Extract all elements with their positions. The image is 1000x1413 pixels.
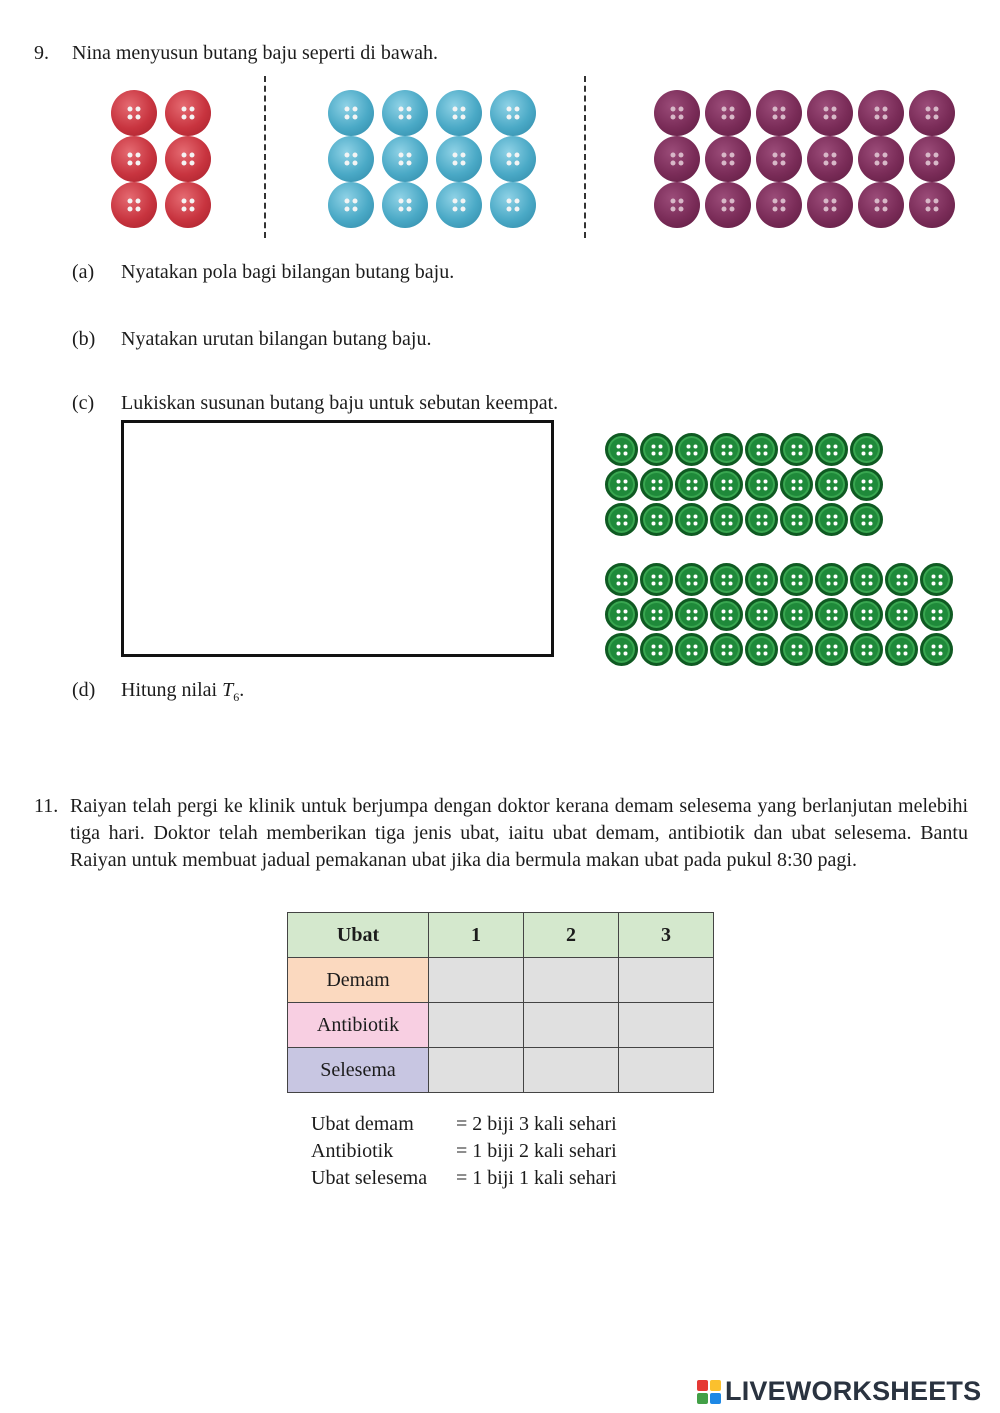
logo-squares-icon — [697, 1380, 721, 1404]
divider-1 — [264, 76, 266, 238]
green-button-icon — [710, 633, 743, 666]
answer-cell[interactable] — [619, 1048, 714, 1093]
answer-cell[interactable] — [619, 958, 714, 1003]
drawing-drop-box[interactable] — [121, 420, 554, 657]
green-button-icon — [605, 433, 638, 466]
header-ubat: Ubat — [288, 913, 429, 958]
green-button-icon — [815, 468, 848, 501]
answer-cell[interactable] — [524, 1048, 619, 1093]
green-button-icon — [885, 563, 918, 596]
green-button-icon — [745, 433, 778, 466]
purple-button-icon — [807, 182, 853, 228]
green-button-icon — [745, 633, 778, 666]
green-button-icon — [745, 503, 778, 536]
green-button-icon — [850, 633, 883, 666]
brand-text: LIVEWORKSHEETS — [725, 1376, 982, 1406]
purple-button-icon — [909, 90, 955, 136]
green-button-icon — [850, 433, 883, 466]
green-button-icon — [640, 598, 673, 631]
green-button-icon — [780, 633, 813, 666]
blue-button-icon — [436, 182, 482, 228]
part-d-var: T — [222, 679, 234, 701]
purple-button-icon — [858, 90, 904, 136]
green-button-icon — [640, 563, 673, 596]
divider-2 — [584, 76, 586, 238]
liveworksheets-logo — [697, 1376, 981, 1407]
purple-button-icon — [654, 90, 700, 136]
green-button-icon — [605, 468, 638, 501]
answer-cell[interactable] — [524, 1003, 619, 1048]
medicine-schedule-table — [287, 912, 714, 1093]
green-button-icon — [815, 563, 848, 596]
logo-square — [697, 1393, 708, 1404]
blue-button-icon — [328, 90, 374, 136]
dosage-row — [311, 1138, 617, 1165]
green-button-icon — [675, 563, 708, 596]
green-button-icon — [605, 598, 638, 631]
table-header-row — [288, 913, 714, 958]
table-row — [288, 1003, 714, 1048]
green-button-icon — [850, 468, 883, 501]
blue-button-icon — [382, 182, 428, 228]
green-button-icon — [780, 503, 813, 536]
blue-button-icon — [328, 136, 374, 182]
question-9-intro: Nina menyusun butang baju seperti di bawah. — [72, 42, 439, 64]
red-button-icon — [111, 90, 157, 136]
part-d-label: (d) — [72, 679, 96, 701]
blue-button-icon — [328, 182, 374, 228]
dosage-value: = 2 biji 3 kali sehari — [456, 1113, 617, 1135]
answer-option-1[interactable] — [605, 433, 883, 536]
question-11-number: 11. — [34, 795, 59, 817]
blue-button-icon — [490, 136, 536, 182]
red-button-icon — [111, 136, 157, 182]
green-button-icon — [920, 633, 953, 666]
answer-cell[interactable] — [429, 1048, 524, 1093]
green-button-icon — [745, 563, 778, 596]
dosage-row — [311, 1111, 617, 1138]
green-button-icon — [815, 433, 848, 466]
green-button-icon — [640, 633, 673, 666]
green-button-icon — [745, 598, 778, 631]
green-button-icon — [640, 468, 673, 501]
green-button-icon — [780, 468, 813, 501]
blue-button-icon — [436, 90, 482, 136]
part-d-sub: 6 — [233, 690, 240, 704]
green-button-icon — [920, 563, 953, 596]
logo-square — [710, 1393, 721, 1404]
blue-button-icon — [436, 136, 482, 182]
answer-cell[interactable] — [619, 1003, 714, 1048]
pattern-term-3 — [654, 90, 955, 228]
purple-button-icon — [654, 136, 700, 182]
green-button-icon — [675, 503, 708, 536]
green-button-icon — [710, 563, 743, 596]
pattern-term-2 — [328, 90, 536, 228]
purple-button-icon — [909, 136, 955, 182]
green-button-icon — [850, 503, 883, 536]
red-button-icon — [111, 182, 157, 228]
purple-button-icon — [807, 136, 853, 182]
part-d-prefix: Hitung nilai — [121, 679, 223, 701]
purple-button-icon — [705, 182, 751, 228]
green-button-icon — [850, 563, 883, 596]
blue-button-icon — [382, 90, 428, 136]
answer-option-2[interactable] — [605, 563, 953, 666]
part-d-text — [121, 677, 244, 710]
row-label-demam: Demam — [288, 958, 429, 1003]
logo-square — [697, 1380, 708, 1391]
green-button-icon — [710, 468, 743, 501]
purple-button-icon — [705, 90, 751, 136]
green-button-icon — [920, 598, 953, 631]
answer-cell[interactable] — [429, 1003, 524, 1048]
red-button-icon — [165, 90, 211, 136]
green-button-icon — [640, 433, 673, 466]
purple-button-icon — [909, 182, 955, 228]
green-button-icon — [815, 633, 848, 666]
blue-button-icon — [490, 90, 536, 136]
green-button-icon — [675, 468, 708, 501]
purple-button-icon — [807, 90, 853, 136]
dosage-value: = 1 biji 2 kali sehari — [456, 1140, 617, 1162]
part-a-label: (a) — [72, 261, 95, 283]
row-label-selesema: Selesema — [288, 1048, 429, 1093]
blue-button-icon — [490, 182, 536, 228]
green-button-icon — [675, 598, 708, 631]
question-9-number: 9. — [34, 42, 49, 64]
green-button-icon — [710, 503, 743, 536]
dosage-name: Ubat demam — [311, 1113, 414, 1135]
green-button-icon — [745, 468, 778, 501]
question-11-text: Raiyan telah pergi ke klinik untuk berjumpa dengan doktor kerana demam selesema yang berlanjutan melebihi tiga hari. Doktor telah memberikan tiga jenis ubat, iaitu ubat demam, antibiotik dan ubat selesema. Bantu Raiyan untuk membuat jadual pemakanan ubat jika dia bermula makan ubat pada pukul 8:30 pagi. — [70, 795, 968, 871]
green-button-icon — [780, 598, 813, 631]
table-row — [288, 958, 714, 1003]
part-b-text: Nyatakan urutan bilangan butang baju. — [121, 328, 432, 350]
red-button-icon — [165, 136, 211, 182]
green-button-icon — [885, 633, 918, 666]
part-c-text: Lukiskan susunan butang baju untuk sebutan keempat. — [121, 392, 559, 414]
purple-button-icon — [756, 136, 802, 182]
dosage-row — [311, 1165, 617, 1192]
answer-cell[interactable] — [524, 958, 619, 1003]
answer-cell[interactable] — [429, 958, 524, 1003]
part-c-label: (c) — [72, 392, 95, 414]
green-button-icon — [675, 433, 708, 466]
row-label-antibiotik: Antibiotik — [288, 1003, 429, 1048]
part-a-text: Nyatakan pola bagi bilangan butang baju. — [121, 261, 455, 283]
green-button-icon — [815, 598, 848, 631]
green-button-icon — [780, 433, 813, 466]
part-d-suffix: . — [239, 679, 245, 701]
red-button-icon — [165, 182, 211, 228]
dosage-notes — [311, 1111, 617, 1192]
green-button-icon — [640, 503, 673, 536]
table-row — [288, 1048, 714, 1093]
purple-button-icon — [858, 182, 904, 228]
purple-button-icon — [858, 136, 904, 182]
green-button-icon — [710, 433, 743, 466]
part-b-label: (b) — [72, 328, 96, 350]
header-1: 1 — [429, 913, 524, 958]
green-button-icon — [780, 563, 813, 596]
dosage-value: = 1 biji 1 kali sehari — [456, 1167, 617, 1189]
purple-button-icon — [756, 90, 802, 136]
green-button-icon — [675, 633, 708, 666]
logo-square — [710, 1380, 721, 1391]
purple-button-icon — [756, 182, 802, 228]
header-3: 3 — [619, 913, 714, 958]
green-button-icon — [605, 503, 638, 536]
blue-button-icon — [382, 136, 428, 182]
green-button-icon — [605, 633, 638, 666]
dosage-name: Antibiotik — [311, 1140, 394, 1162]
pattern-term-1 — [111, 90, 211, 228]
green-button-icon — [710, 598, 743, 631]
header-2: 2 — [524, 913, 619, 958]
green-button-icon — [850, 598, 883, 631]
green-button-icon — [885, 598, 918, 631]
green-button-icon — [815, 503, 848, 536]
purple-button-icon — [654, 182, 700, 228]
green-button-icon — [605, 563, 638, 596]
purple-button-icon — [705, 136, 751, 182]
dosage-name: Ubat selesema — [311, 1167, 428, 1189]
